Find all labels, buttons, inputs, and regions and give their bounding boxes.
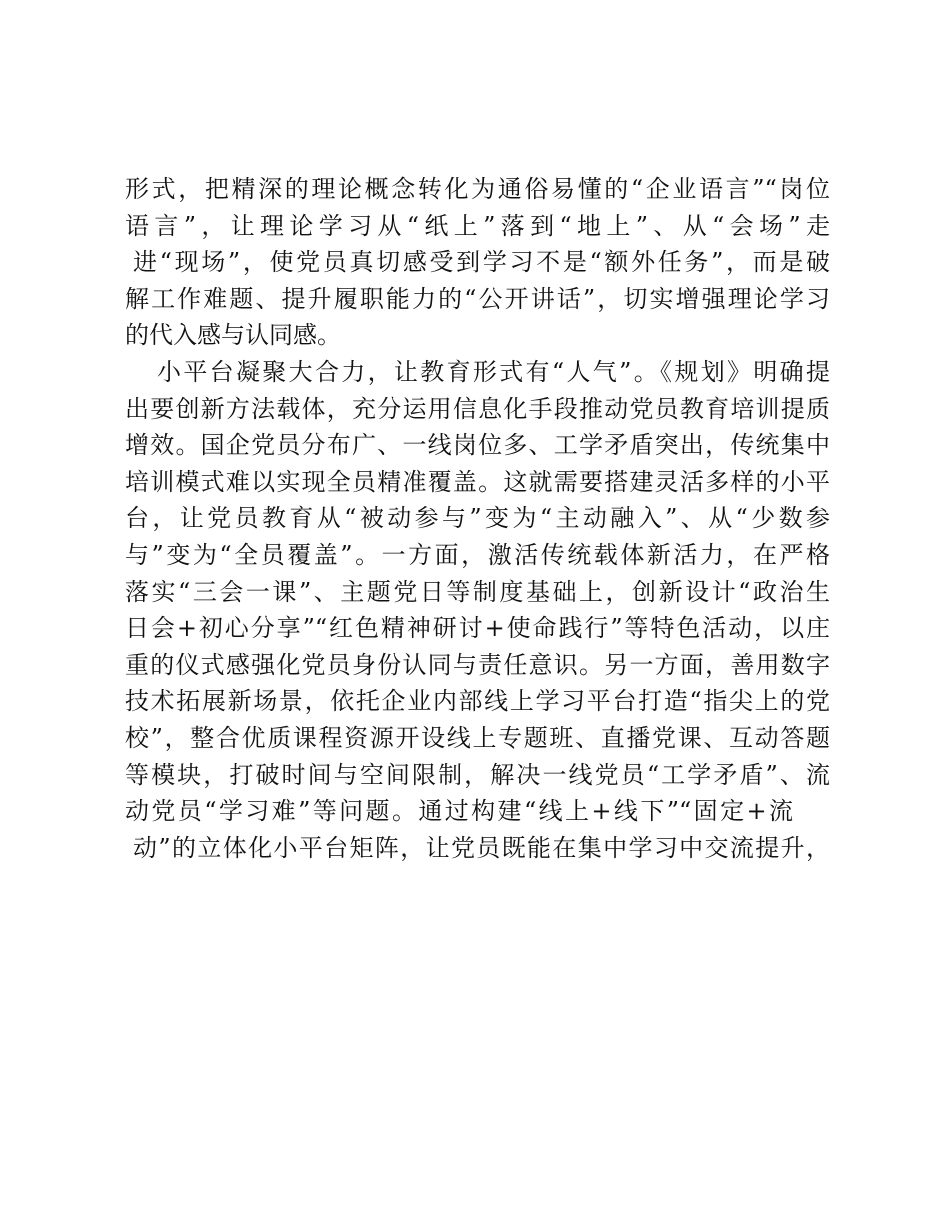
text-line: 台，让党员教育从“被动参与”变为“主动融入”、从“少数参 bbox=[125, 504, 830, 533]
text-line: 解工作难题、提升履职能力的“公开讲话”，切实增强理论学习 bbox=[125, 284, 830, 313]
paragraph-2 bbox=[125, 354, 830, 866]
body-text bbox=[125, 171, 830, 866]
text-line: 语言”，让理论学习从“纸上”落到“地上”、从“会场”走 bbox=[125, 211, 830, 240]
text-line: 日会+初心分享”“红色精神研讨+使命践行”等特色活动，以庄 bbox=[125, 614, 830, 643]
text-line: 形式，把精深的理论概念转化为通俗易懂的“企业语言”“岗位 bbox=[125, 175, 830, 203]
text-line: 落实“三会一课”、主题党日等制度基础上，创新设计“政治生 bbox=[125, 577, 830, 606]
text-line: 技术拓展新场景，依托企业内部线上学习平台打造“指尖上的党 bbox=[125, 687, 830, 716]
text-line: 小平台凝聚大合力，让教育形式有“人气”。《规划》明确提 bbox=[157, 357, 830, 386]
text-line: 重的仪式感强化党员身份认同与责任意识。另一方面，善用数字 bbox=[125, 650, 830, 679]
text-line: 动党员“学习难”等问题。通过构建“线上+线下”“固定+流 bbox=[125, 797, 793, 826]
text-line: 校”，整合优质课程资源开设线上专题班、直播党课、互动答题 bbox=[125, 723, 830, 752]
paragraph-1 bbox=[125, 171, 830, 354]
text-line: 等模块，打破时间与空间限制，解决一线党员“工学矛盾”、流 bbox=[125, 760, 830, 789]
text-line: 培训模式难以实现全员精准覆盖。这就需要搭建灵活多样的小平 bbox=[125, 467, 830, 496]
text-line: 与”变为“全员覆盖”。一方面，激活传统载体新活力，在严格 bbox=[125, 540, 830, 569]
text-line: 增效。国企党员分布广、一线岗位多、工学矛盾突出，传统集中 bbox=[125, 431, 830, 460]
text-line: 的代入感与认同感。 bbox=[125, 321, 341, 350]
text-line: 进“现场”，使党员真切感受到学习不是“额外任务”，而是破 bbox=[133, 248, 830, 277]
text-line: 动”的立体化小平台矩阵，让党员既能在集中学习中交流提升， bbox=[133, 833, 830, 862]
text-line: 出要创新方法载体，充分运用信息化手段推动党员教育培训提质 bbox=[125, 394, 830, 423]
